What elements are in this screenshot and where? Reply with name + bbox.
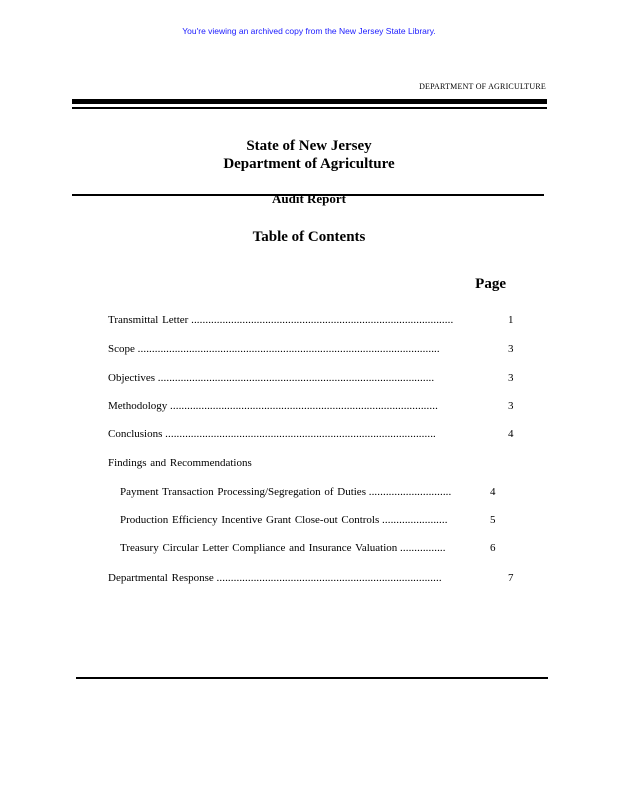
- page-column-label: Page: [475, 276, 506, 292]
- toc-leader-dots: ..............................................................................................: [170, 400, 438, 412]
- toc-entry-label: Scope: [108, 343, 135, 355]
- toc-subentry-production: [120, 514, 448, 527]
- toc-page-number: 3: [508, 372, 514, 384]
- toc-subentry-payment: [120, 486, 451, 499]
- report-title: Audit Report: [271, 191, 347, 206]
- toc-entry-response: [108, 572, 442, 585]
- toc-heading: Table of Contents: [252, 229, 366, 245]
- toc-leader-dots: ...............................................................................................: [165, 428, 436, 440]
- toc-subentry-treasury: [120, 542, 446, 555]
- toc-entry-label: Treasury Circular Letter Compliance and Insurance Valuation: [120, 542, 398, 554]
- toc-page-number: 3: [508, 400, 514, 412]
- toc-entry-methodology: [108, 400, 438, 413]
- toc-entry-label: Objectives: [108, 372, 156, 384]
- toc-entry-label: Departmental Response: [108, 572, 214, 584]
- toc-page-number: 7: [508, 572, 514, 584]
- toc-page-number: 1: [508, 314, 514, 326]
- toc-entry-label: Transmittal Letter: [108, 314, 189, 326]
- footer-rule: [76, 677, 548, 679]
- toc-page-number: 5: [490, 514, 496, 526]
- toc-leader-dots: ..........................................................................................................: [137, 343, 440, 355]
- toc-entry-conclusions: [108, 428, 436, 441]
- toc-entry-label: Production Efficiency Incentive Grant Close-out Controls: [120, 514, 380, 526]
- toc-leader-dots: .................................................................................................: [157, 372, 435, 384]
- toc-leader-dots: ............................................................................................: [191, 314, 454, 326]
- toc-page-number: 4: [508, 428, 514, 440]
- toc-page-number: 6: [490, 542, 496, 554]
- toc-entry-label: Methodology: [108, 400, 168, 412]
- toc-entry-label: Payment Transaction Processing/Segregation of Duties: [120, 486, 366, 498]
- title-state: State of New Jersey: [246, 138, 372, 154]
- toc-entry-transmittal: [108, 314, 453, 327]
- title-department: Department of Agriculture: [223, 156, 395, 172]
- toc-leader-dots: ...............................................................................: [216, 572, 442, 584]
- toc-entry-scope: [108, 343, 440, 356]
- toc-entry-objectives: [108, 372, 434, 385]
- header-rule-thin: [72, 107, 547, 109]
- archive-banner[interactable]: You're viewing an archived copy from the New Jersey State Library.: [182, 26, 436, 36]
- toc-entry-findings: [108, 457, 252, 470]
- header-rule-thick: [72, 99, 547, 104]
- toc-page-number: 3: [508, 343, 514, 355]
- toc-entry-label: Findings and Recommendations: [108, 457, 252, 469]
- toc-entry-label: Conclusions: [108, 428, 163, 440]
- toc-leader-dots: .............................: [368, 486, 452, 498]
- toc-page-number: 4: [490, 486, 496, 498]
- toc-leader-dots: .......................: [382, 514, 448, 526]
- department-header: DEPARTMENT OF AGRICULTURE: [419, 82, 546, 91]
- toc-leader-dots: ................: [400, 542, 446, 554]
